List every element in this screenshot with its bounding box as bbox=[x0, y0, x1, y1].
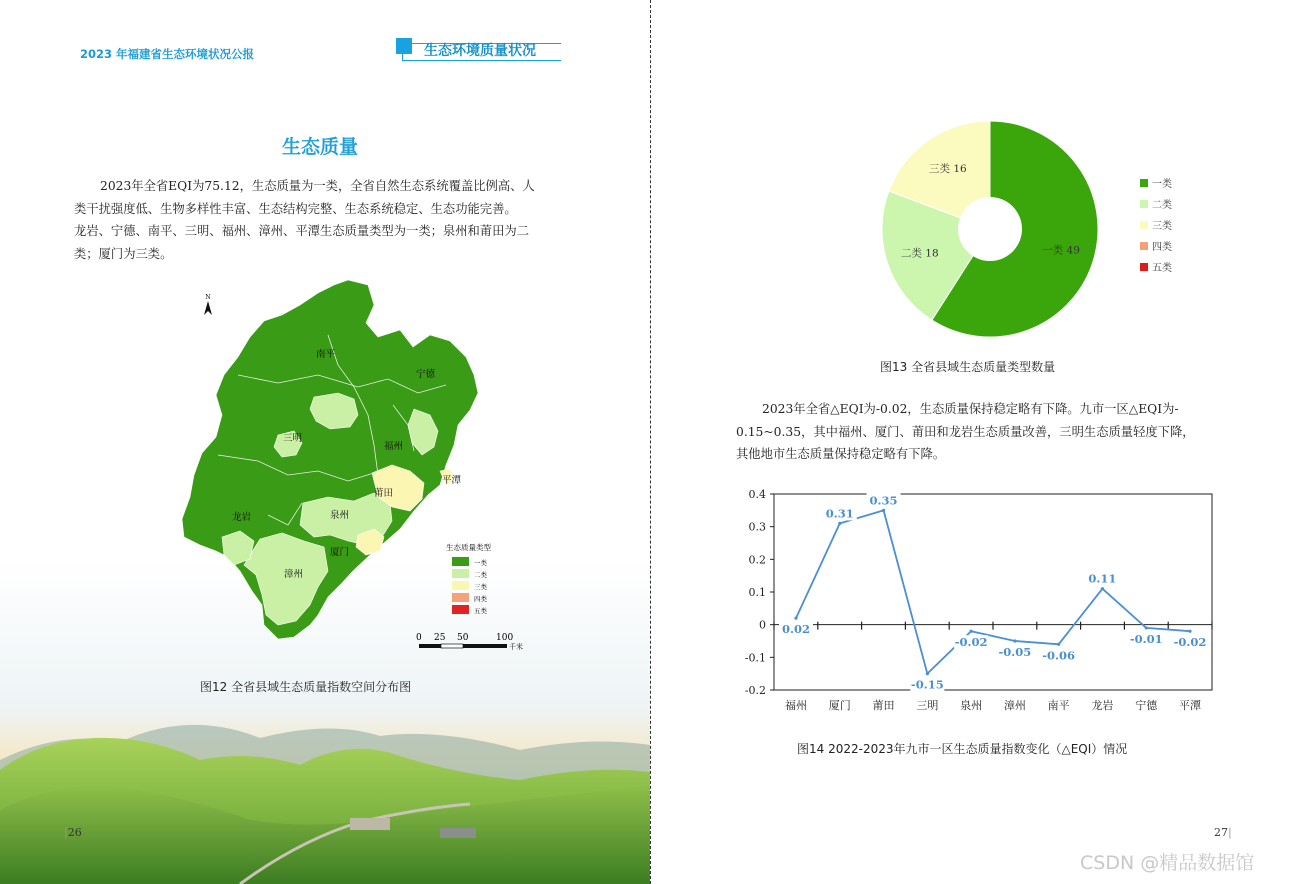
map-caption: 图12 全省县域生态质量指数空间分布图 bbox=[200, 680, 412, 694]
map-legend-label: 四类 bbox=[474, 595, 487, 603]
eqi-change-paragraph bbox=[736, 398, 1236, 466]
scale-label: 25 bbox=[434, 633, 446, 643]
paragraph-line: 类干扰强度低、生物多样性丰富、生态结构完整、生态系统稳定、生态功能完善。 bbox=[74, 201, 517, 216]
city-label: 龙岩 bbox=[232, 512, 252, 523]
pie-slice-label: 二类 18 bbox=[900, 247, 939, 260]
data-point bbox=[794, 617, 797, 620]
city-label: 厦门 bbox=[330, 547, 350, 558]
pie-legend-label: 三类 bbox=[1152, 221, 1172, 232]
map-legend-label: 二类 bbox=[474, 571, 487, 579]
x-tick-label: 厦门 bbox=[828, 699, 851, 712]
y-tick-label: 0.3 bbox=[748, 520, 766, 534]
map-legend-swatch bbox=[452, 569, 469, 578]
data-label: 0.35 bbox=[869, 493, 898, 508]
x-tick-label: 福州 bbox=[785, 699, 807, 712]
x-tick-label: 宁德 bbox=[1135, 699, 1158, 712]
scale-label: 100 bbox=[496, 633, 514, 643]
data-label: -0.15 bbox=[910, 677, 944, 692]
x-tick-label: 漳州 bbox=[1003, 699, 1026, 712]
y-tick-label: 0.1 bbox=[748, 586, 766, 599]
pie-legend-label: 四类 bbox=[1152, 242, 1172, 253]
pie-legend-label: 一类 bbox=[1152, 179, 1172, 190]
page-heading: 生态质量 bbox=[281, 136, 358, 158]
pie-legend-swatch bbox=[1140, 221, 1148, 229]
data-point bbox=[1188, 630, 1191, 633]
pie-chart bbox=[870, 112, 1210, 352]
y-tick-label: 0 bbox=[759, 618, 766, 632]
data-point bbox=[882, 509, 885, 512]
paragraph-line: 0.15~0.35，其中福州、厦门、莆田和龙岩生态质量改善，三明生态质量轻度下降， bbox=[736, 424, 1195, 439]
page-number-text: 27 bbox=[1214, 826, 1228, 839]
running-head: 2023 年福建省生态环境状况公报 bbox=[80, 47, 255, 61]
pie-legend-label: 二类 bbox=[1152, 200, 1172, 211]
scale-label: 0 bbox=[416, 633, 422, 643]
section-tab bbox=[396, 38, 566, 60]
city-label: 福州 bbox=[384, 441, 404, 452]
paragraph-line: 龙岩、宁德、南平、三明、福州、漳州、平潭生态质量类型为一类；泉州和莆田为二 bbox=[74, 224, 529, 238]
y-tick-label: -0.1 bbox=[744, 651, 766, 665]
y-tick-label: -0.2 bbox=[744, 684, 766, 697]
city-label: 宁德 bbox=[416, 369, 436, 380]
map-scale-bar bbox=[416, 633, 523, 651]
y-tick-label: 0.4 bbox=[748, 488, 766, 501]
data-point bbox=[926, 672, 929, 675]
north-arrow-icon bbox=[204, 294, 212, 315]
pie-chart-caption: 图13 全省县域生态质量类型数量 bbox=[880, 360, 1056, 374]
x-tick-label: 龙岩 bbox=[1091, 699, 1114, 712]
scale-label: 50 bbox=[457, 633, 469, 643]
x-tick-label: 三明 bbox=[916, 699, 939, 712]
data-label: 0.02 bbox=[781, 622, 811, 637]
map-legend-swatch bbox=[452, 557, 469, 566]
scale-unit: 千米 bbox=[509, 643, 523, 651]
x-tick-label: 平潭 bbox=[1179, 699, 1201, 712]
section-tab-label: 生态环境质量状况 bbox=[424, 43, 536, 59]
data-label: -0.02 bbox=[954, 635, 988, 650]
pie-legend-swatch bbox=[1140, 242, 1148, 250]
data-point bbox=[838, 522, 841, 525]
x-tick-label: 泉州 bbox=[960, 699, 983, 712]
city-label: 南平 bbox=[316, 349, 336, 360]
y-axis-ticks bbox=[745, 488, 774, 697]
map-legend-label: 一类 bbox=[474, 559, 487, 567]
map-legend-label: 五类 bbox=[474, 607, 487, 615]
map-legend bbox=[446, 542, 491, 615]
pie-legend-swatch bbox=[1140, 200, 1148, 208]
pie-legend-label: 五类 bbox=[1152, 263, 1172, 274]
page-number-text: 26 bbox=[67, 826, 82, 839]
paragraph-line: 2023年全省EQI为75.12，生态质量为一类，全省自然生态系统覆盖比例高、人 bbox=[100, 179, 535, 193]
watermark: CSDN @精品数据馆 bbox=[1080, 852, 1255, 874]
page-fold-divider bbox=[650, 0, 651, 884]
series-polyline bbox=[796, 510, 1190, 673]
x-tick-label: 南平 bbox=[1047, 699, 1070, 712]
x-axis-labels bbox=[785, 698, 1201, 712]
city-label: 平潭 bbox=[442, 475, 462, 486]
map-legend-swatch bbox=[452, 581, 469, 590]
north-label: N bbox=[205, 294, 211, 301]
city-label: 泉州 bbox=[330, 510, 350, 521]
y-tick-label: 0.2 bbox=[748, 553, 766, 567]
page-number-left: |26 bbox=[64, 826, 82, 839]
section-tab-marker bbox=[396, 38, 412, 54]
city-label: 莆田 bbox=[374, 488, 394, 499]
paragraph-line: 2023年全省△EQI为-0.02，生态质量保持稳定略有下降。九市一区△EQI为- bbox=[762, 402, 1179, 416]
map-legend-title: 生态质量类型 bbox=[446, 543, 491, 552]
city-label: 三明 bbox=[283, 433, 303, 444]
data-point bbox=[1145, 626, 1148, 629]
map-legend-swatch bbox=[452, 605, 469, 614]
fujian-map bbox=[178, 275, 528, 685]
eqi-line-chart bbox=[740, 485, 1220, 720]
data-label: -0.06 bbox=[1042, 648, 1076, 663]
paragraph-line: 其他地市生态质量保持稳定略有下降。 bbox=[736, 447, 946, 461]
data-point bbox=[1057, 643, 1060, 646]
data-label: -0.05 bbox=[998, 645, 1032, 659]
pie-slice-label: 一类 49 bbox=[1042, 244, 1080, 257]
page-number-right: 27| bbox=[1214, 826, 1232, 839]
data-point bbox=[1101, 587, 1104, 590]
paragraph-line: 类；厦门为三类。 bbox=[74, 246, 173, 261]
map-legend-swatch bbox=[452, 593, 469, 602]
series-line bbox=[794, 509, 1191, 676]
pie-legend-swatch bbox=[1140, 263, 1148, 271]
city-label: 漳州 bbox=[284, 569, 304, 580]
x-tick-label: 莆田 bbox=[872, 699, 895, 712]
pie-legend-swatch bbox=[1140, 179, 1148, 187]
pie-slice-label: 三类 16 bbox=[929, 163, 967, 176]
intro-paragraph bbox=[74, 175, 574, 265]
map-legend-label: 三类 bbox=[474, 583, 487, 591]
data-label: -0.01 bbox=[1129, 631, 1163, 646]
data-label: -0.02 bbox=[1173, 635, 1207, 650]
data-label: 0.11 bbox=[1088, 571, 1117, 586]
data-point bbox=[1013, 639, 1016, 642]
data-label: 0.31 bbox=[825, 506, 854, 521]
pie-center-hole bbox=[958, 197, 1022, 261]
map-region-class1 bbox=[182, 280, 478, 639]
data-point bbox=[970, 630, 973, 633]
line-chart-caption: 图14 2022-2023年九市一区生态质量指数变化（△EQI）情况 bbox=[797, 742, 1128, 756]
pie-legend bbox=[1140, 177, 1172, 274]
